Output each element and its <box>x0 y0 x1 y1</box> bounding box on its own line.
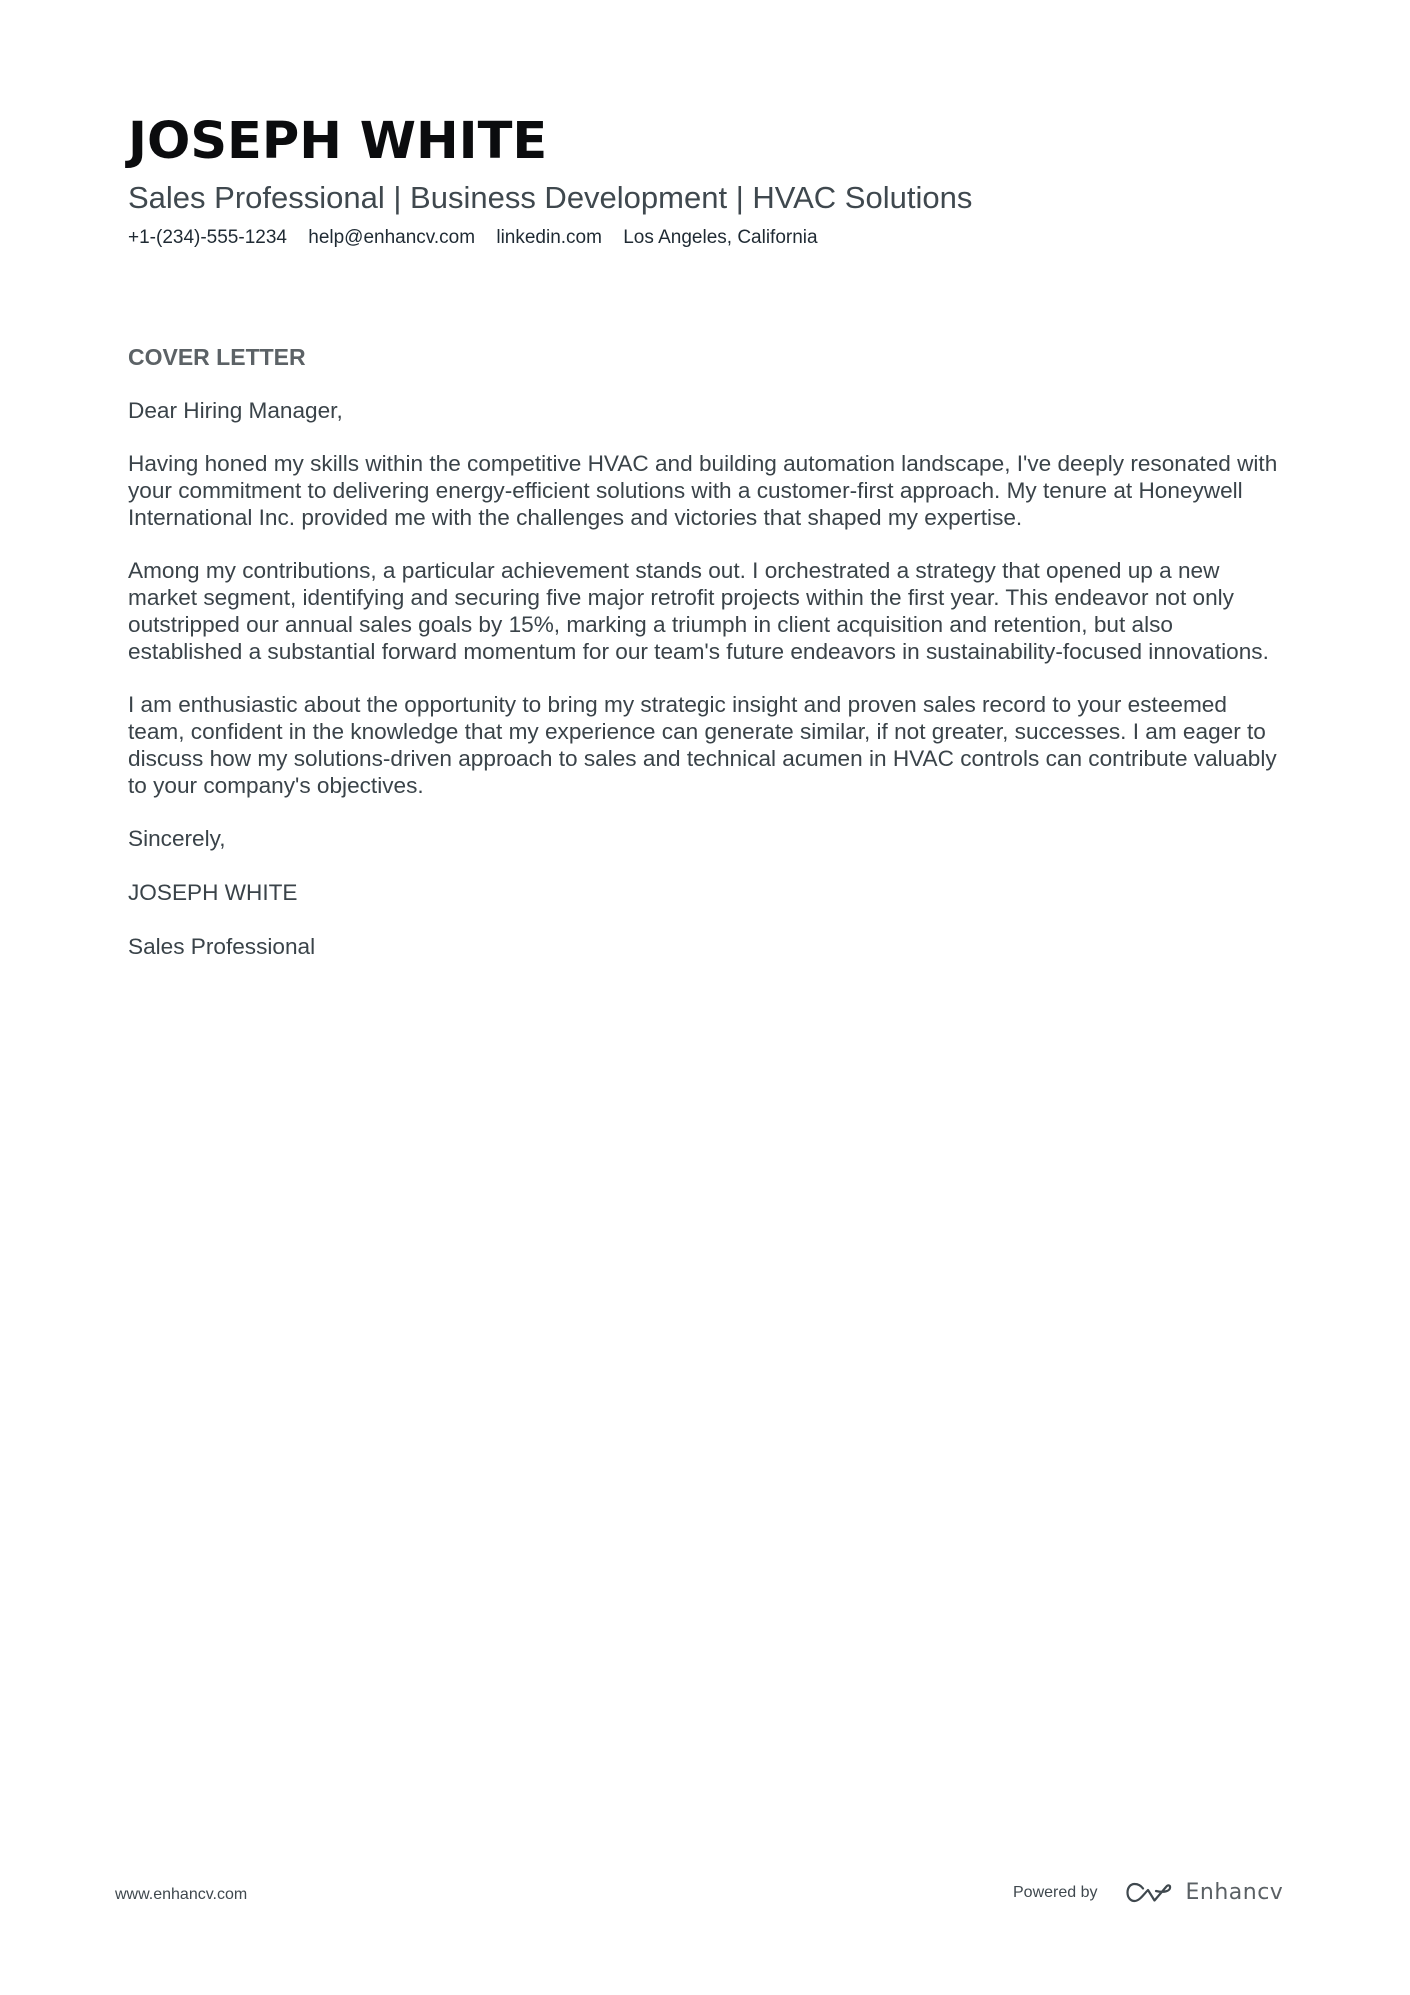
contact-info <box>128 226 1288 250</box>
paragraph-3: I am enthusiastic about the opportunity to bring my strategic insight and proven sales record to your esteemed team, confident in the knowledge that my experience can generate similar, if not greater, successes. I am eager to discuss how my solutions-driven approach to sales and technical acumen in HVAC controls can contribute valuably to your company's objectives. <box>128 692 1277 798</box>
resume-header <box>128 112 1288 250</box>
powered-by-label: Powered by <box>1013 1884 1098 1901</box>
applicant-title: Sales Professional | Business Development | HVAC Solutions <box>128 180 973 215</box>
footer-website-link[interactable]: www.enhancv.com <box>115 1886 248 1903</box>
contact-phone: +1-(234)-555-1234 <box>128 227 287 248</box>
enhancv-logo-icon <box>1126 1882 1172 1904</box>
contact-email[interactable]: help@enhancv.com <box>308 227 476 248</box>
section-title: COVER LETTER <box>128 344 306 370</box>
contact-location: Los Angeles, California <box>623 227 818 248</box>
salutation: Dear Hiring Manager, <box>128 398 343 423</box>
signature-name: JOSEPH WHITE <box>128 880 298 905</box>
paragraph-2: Among my contributions, a particular achievement stands out. I orchestrated a strategy that opened up a new market segment, identifying and securing five major retrofit projects within the first year. This endeavor not only outstripped our annual sales goals by 15%, marking a triumph in client acquisition and retention, but also established a substantial forward momentum for our team's future endeavors in sustainability-focused innovations. <box>128 558 1269 664</box>
closing: Sincerely, <box>128 826 226 851</box>
paragraph-1: Having honed my skills within the competitive HVAC and building automation landscape, I've deeply resonated with your commitment to delivering energy-efficient solutions with a customer-first approach. My tenure at Honeywell International Inc. provided me with the challenges and victories that shaped my expertise. <box>128 451 1278 530</box>
letter-body <box>128 343 1288 987</box>
signature-title: Sales Professional <box>128 934 316 959</box>
powered-by-badge[interactable] <box>1013 1879 1283 1907</box>
applicant-name: JOSEPH WHITE <box>128 112 548 171</box>
contact-linkedin[interactable]: linkedin.com <box>496 227 602 248</box>
enhancv-wordmark: Enhancv <box>1185 1880 1284 1905</box>
